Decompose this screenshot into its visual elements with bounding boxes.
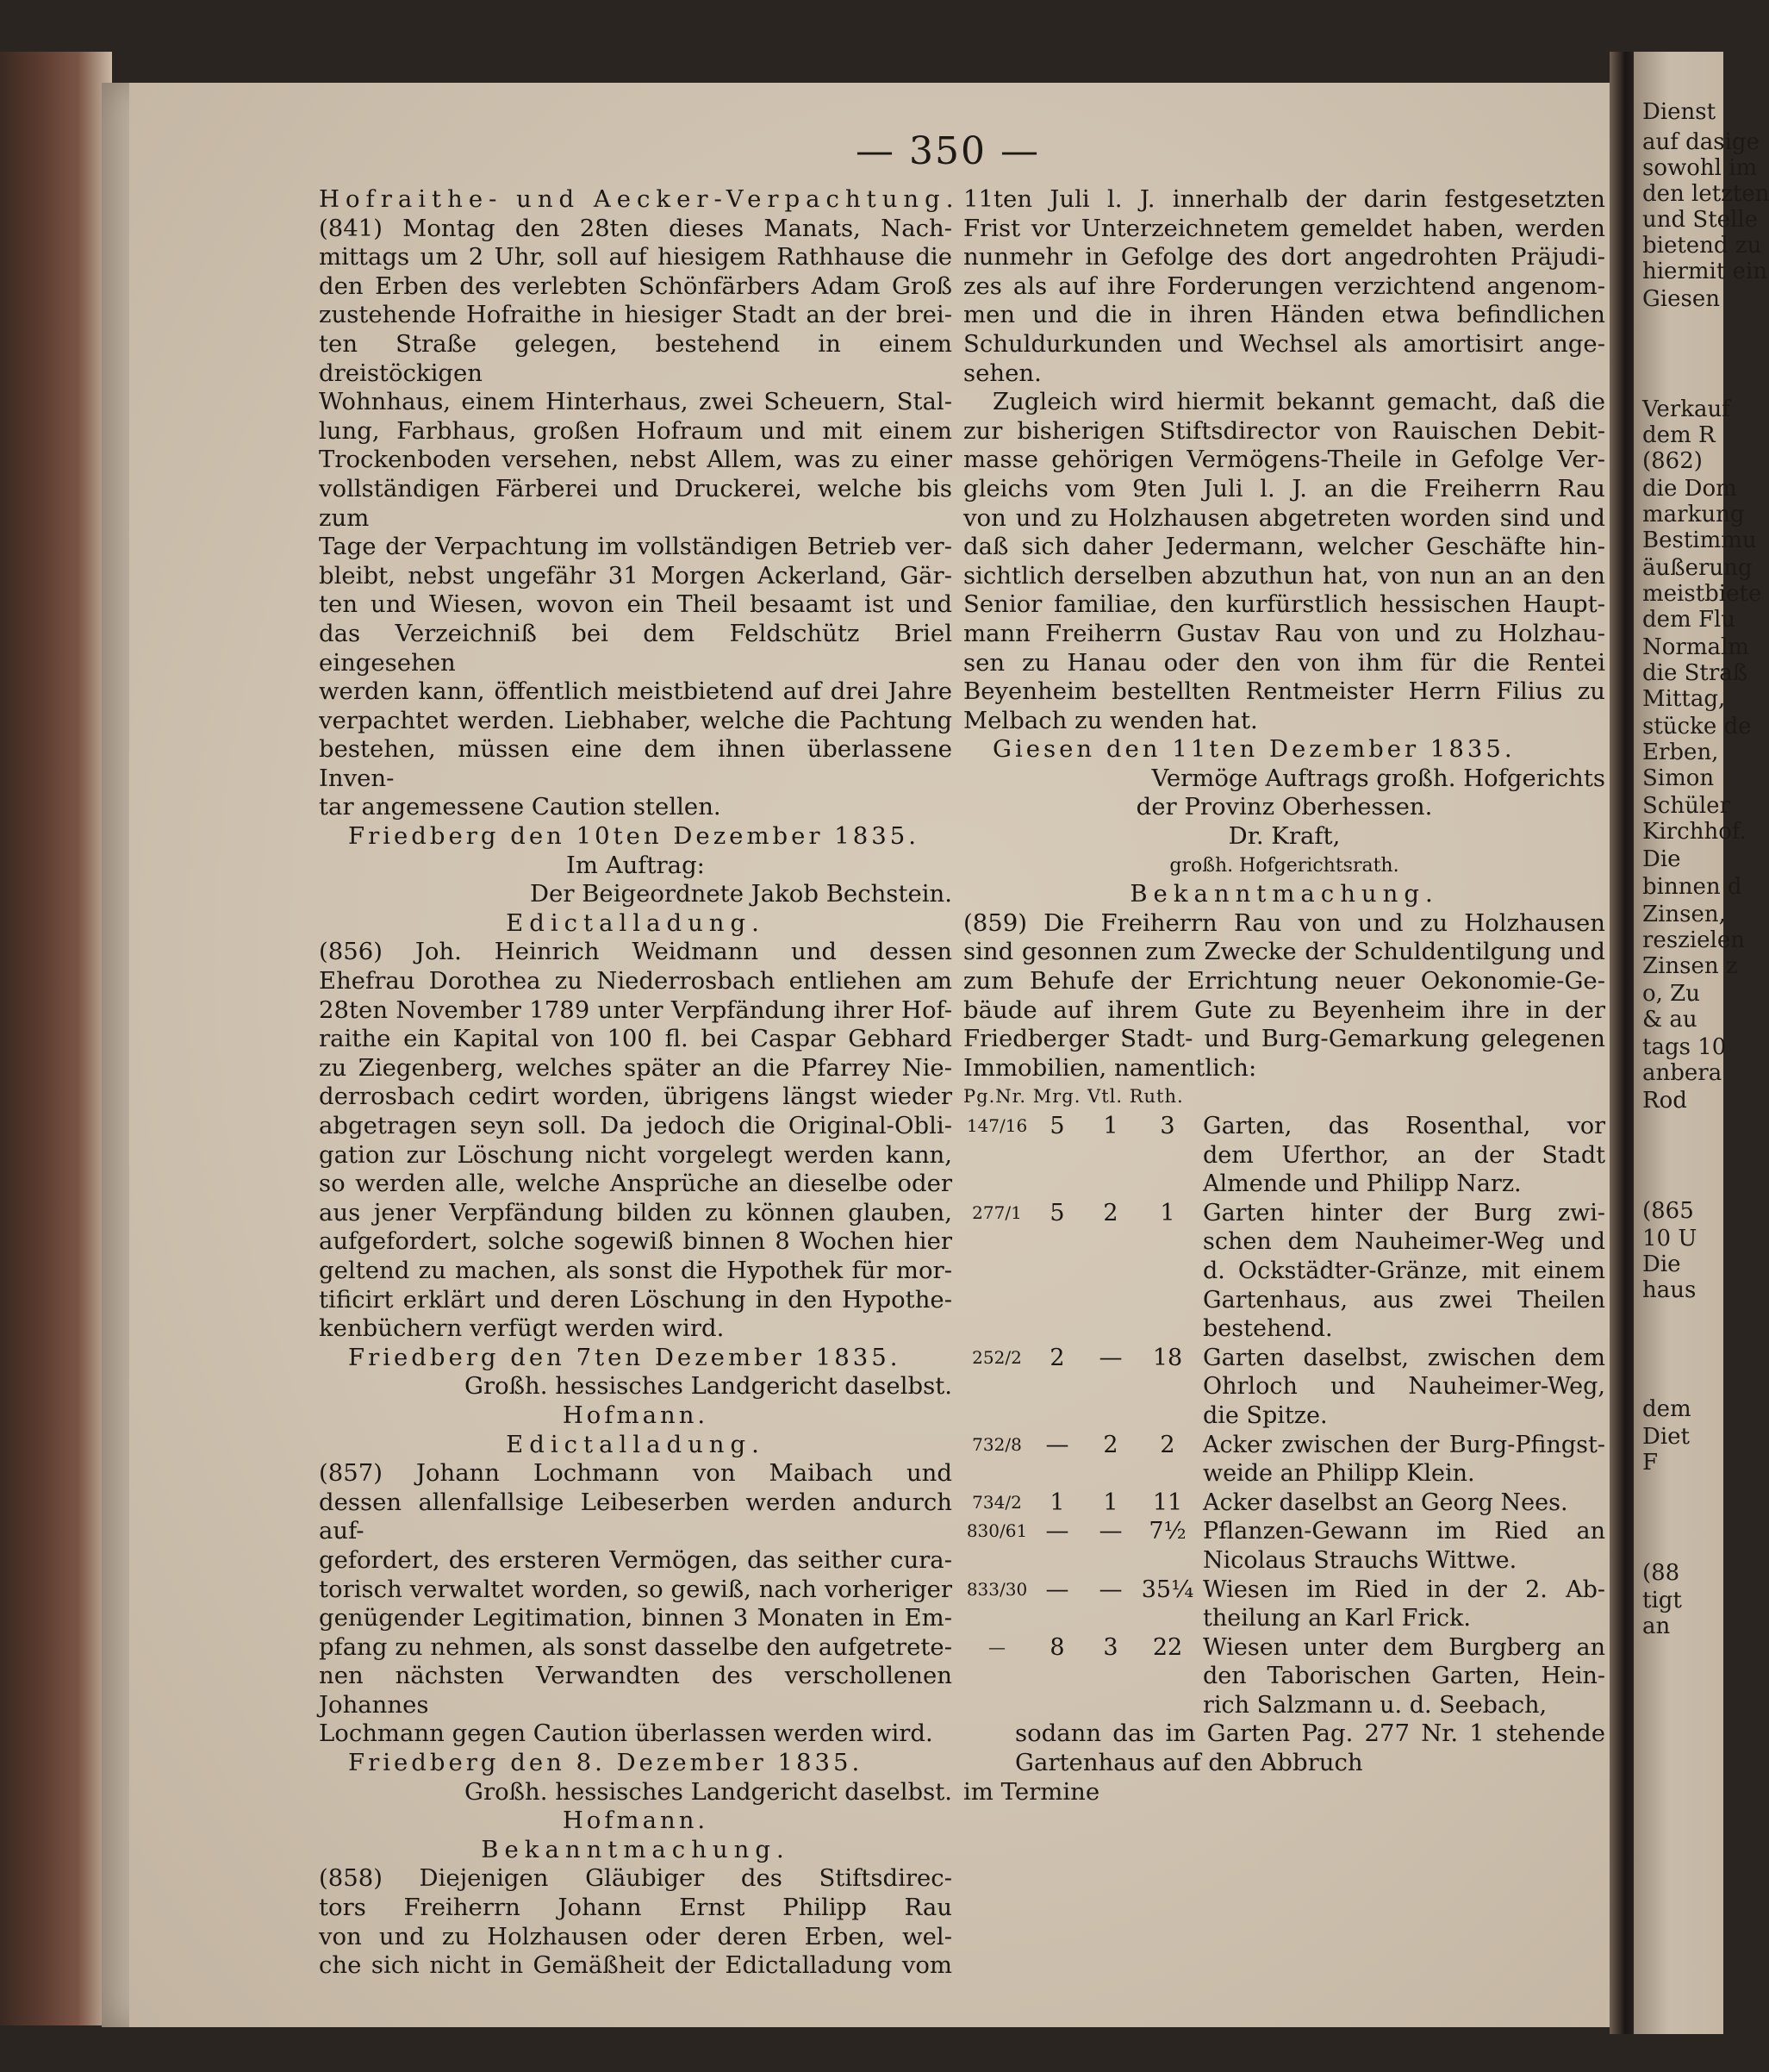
- text-line: geltend zu machen, als sonst die Hypothek für mor-: [319, 1256, 952, 1284]
- text-line: Edictalladung.: [506, 908, 765, 937]
- description-line: Ohrloch und Nauheimer-Weg,: [1203, 1373, 1605, 1401]
- right-column: [963, 185, 1605, 1807]
- text-line: ten und Wiesen, wovon ein Theil besaamt ist und: [319, 590, 952, 619]
- text-line: Friedberger Stadt- und Burg-Gemarkung gelegenen: [963, 1025, 1605, 1053]
- text-line: pfang zu nehmen, als sonst dasselbe den aufgetrete-: [319, 1632, 952, 1661]
- description-line: Garten, das Rosenthal, vor: [1203, 1113, 1605, 1139]
- text-line: Hofmann.: [562, 1807, 709, 1835]
- text-line: Beyenheim bestellten Rentmeister Herrn Filius zu: [963, 677, 1605, 706]
- text-line: von und zu Holzhausen abgetreten worden sind und: [963, 503, 1605, 532]
- text-line: vollständigen Färberei und Druckerei, welche bis zum: [319, 474, 952, 532]
- text-line: gefordert, des ersteren Vermögen, das seither cura-: [319, 1545, 952, 1574]
- facing-page-fragment: Kirchhof.: [1642, 819, 1747, 845]
- text-line: sehen.: [963, 359, 1042, 387]
- text-line: sodann das im Garten Pag. 277 Nr. 1 stehende: [1015, 1719, 1605, 1748]
- text-line: Edictalladung.: [506, 1430, 765, 1458]
- table-cell-vtl: 3: [1103, 1633, 1118, 1661]
- facing-page-fragment: Mittag,: [1642, 686, 1726, 712]
- table-cell-ruth: 7½: [1149, 1518, 1187, 1545]
- table-cell-pg: 147/16: [966, 1115, 1028, 1136]
- facing-page-fragment: Simon: [1642, 765, 1715, 791]
- table-cell-pg: 252/2: [972, 1346, 1022, 1368]
- table-row: [963, 1633, 1605, 1720]
- text-line: Bekanntmachung.: [1130, 880, 1439, 908]
- facing-page-fragment: an: [1642, 1613, 1671, 1639]
- text-line: genügender Legitimation, binnen 3 Monaten in Em-: [319, 1604, 952, 1632]
- text-line: tors Freiherrn Johann Ernst Philipp Rau: [319, 1894, 952, 1922]
- table-cell-ruth: 22: [1152, 1633, 1183, 1661]
- facing-page-fragment: (862): [1642, 448, 1703, 474]
- text-line: den Erben des verlebten Schönfärbers Adam Groß: [319, 271, 952, 300]
- text-line: 11ten Juli l. J. innerhalb der darin festgesetzten: [963, 185, 1605, 213]
- text-line: zes als auf ihre Forderungen verzichtend angenom-: [963, 271, 1605, 300]
- table-cell-ruth: 18: [1152, 1344, 1183, 1371]
- text-line: Großh. hessisches Landgericht daselbst.: [464, 1372, 952, 1401]
- text-line: tar angemessene Caution stellen.: [319, 793, 721, 821]
- description-line: dem Uferthor, an der Stadt: [1203, 1141, 1605, 1169]
- facing-page-fragment: Giesen: [1642, 286, 1720, 312]
- facing-page-fragment: 10 U: [1642, 1226, 1697, 1251]
- facing-page-fragment: meistbiete: [1642, 581, 1762, 607]
- description-line: Acker zwischen der Burg-Pfingst-: [1203, 1431, 1605, 1458]
- text-line: Immobilien, namentlich:: [963, 1053, 1257, 1082]
- text-line: werden kann, öffentlich meistbietend auf drei Jahre: [319, 677, 952, 706]
- text-line: Schuldurkunden und Wechsel als amortisirt ange-: [963, 329, 1605, 358]
- text-line: torisch verwaltet worden, so gewiß, nach vorheriger: [319, 1575, 952, 1603]
- text-line: mittags um 2 Uhr, soll auf hiesigem Rathhause die: [319, 243, 952, 271]
- facing-page-fragment: (88: [1642, 1560, 1680, 1586]
- table-cell-description: [1198, 1517, 1605, 1575]
- text-line: zum Behufe der Errichtung neuer Oekonomie-Ge-: [963, 967, 1605, 995]
- text-line: Senior familiae, den kurfürstlich hessischen Haupt-: [963, 590, 1605, 619]
- table-row: [963, 1199, 1605, 1344]
- table-cell-mrg: —: [1045, 1518, 1069, 1545]
- text-line: derrosbach cedirt worden, übrigens längst wieder: [319, 1083, 952, 1111]
- text-line: großh. Hofgerichtsrath.: [1169, 854, 1399, 877]
- facing-page-fragment: die Straß: [1642, 660, 1748, 686]
- facing-page-fragment: F: [1642, 1450, 1659, 1476]
- text-line: zur bisherigen Stiftsdirector von Rauischen Debit-: [963, 416, 1605, 445]
- table-cell-description: [1198, 1576, 1605, 1633]
- text-line: mann Freiherrn Gustav Rau von und zu Holzhau-: [963, 619, 1605, 647]
- table-cell-vtl: 1: [1103, 1113, 1118, 1139]
- table-cell-description: [1198, 1633, 1605, 1720]
- text-line: Wohnhaus, einem Hinterhaus, zwei Scheuern, Stal-: [319, 388, 952, 416]
- facing-page-fragment: hiermit ein: [1642, 259, 1768, 284]
- table-row: [963, 1517, 1605, 1575]
- description-line: bestehend.: [1203, 1315, 1333, 1343]
- text-line: (856) Joh. Heinrich Weidmann und dessen: [319, 938, 952, 966]
- table-cell-ruth: 3: [1160, 1113, 1175, 1139]
- table-row: [963, 1431, 1605, 1488]
- facing-page-fragment: den letzten: [1642, 181, 1769, 207]
- table-cell-ruth: 35¼: [1141, 1576, 1194, 1603]
- text-line: sen zu Hanau oder den von ihm für die Rentei: [963, 648, 1605, 677]
- text-line: Friedberg den 7ten Dezember 1835.: [348, 1343, 901, 1371]
- text-line: 28ten November 1789 unter Verpfändung ihrer Hof-: [319, 995, 952, 1024]
- facing-page-fragment: Diet: [1642, 1424, 1690, 1450]
- table-cell-mrg: —: [1045, 1576, 1069, 1603]
- facing-page-fragment: die Dom: [1642, 476, 1737, 502]
- text-line: Tage der Verpachtung im vollständigen Betrieb ver-: [319, 533, 952, 561]
- facing-page-fragment: Die: [1642, 846, 1681, 872]
- table-cell-description: [1198, 1344, 1605, 1431]
- text-line: zustehende Hofraithe in hiesiger Stadt an der brei-: [319, 301, 952, 329]
- table-cell-pg: 277/1: [972, 1201, 1022, 1223]
- text-line: Gartenhaus auf den Abbruch: [1015, 1749, 1363, 1777]
- table-cell-vtl: —: [1099, 1518, 1123, 1545]
- text-line: Friedberg den 8. Dezember 1835.: [348, 1749, 863, 1777]
- description-line: theilung an Karl Frick.: [1203, 1605, 1471, 1632]
- table-cell-description: [1198, 1199, 1605, 1344]
- table-cell-vtl: —: [1099, 1344, 1123, 1371]
- facing-page-fragment: stücke de: [1642, 714, 1752, 740]
- text-line: (859) Die Freiherrn Rau von und zu Holzhausen: [963, 908, 1605, 937]
- description-line: Nicolaus Strauchs Wittwe.: [1203, 1546, 1517, 1574]
- description-line: Gartenhaus, aus zwei Theilen: [1203, 1286, 1605, 1314]
- table-cell-mrg: 5: [1050, 1113, 1065, 1139]
- facing-page-fragment: binnen d: [1642, 874, 1742, 900]
- description-line: d. Ockstädter-Gränze, mit einem: [1203, 1257, 1605, 1284]
- table-cell-vtl: —: [1099, 1576, 1123, 1603]
- text-line: (857) Johann Lochmann von Maibach und: [319, 1459, 952, 1488]
- table-cell-description: [1198, 1431, 1605, 1488]
- facing-page-fragment: Dienst: [1642, 99, 1716, 125]
- right-column-closing: [963, 1719, 1605, 1807]
- property-table: [963, 1112, 1605, 1719]
- facing-page-fragment: bietend zu: [1642, 233, 1762, 259]
- table-cell-mrg: 1: [1050, 1488, 1065, 1516]
- text-line: das Verzeichniß bei dem Feldschütz Briel eingesehen: [319, 619, 952, 677]
- facing-page-fragment: und Stelle: [1642, 207, 1759, 233]
- facing-page-fragment: reszielen: [1642, 927, 1746, 953]
- left-column: [319, 185, 960, 1981]
- text-line: verpachtet werden. Liebhaber, welche die Pachtung: [319, 706, 952, 734]
- text-line: Vermöge Auftrags großh. Hofgerichts: [1151, 764, 1605, 792]
- facing-page-fragment: auf dasige: [1642, 129, 1760, 155]
- text-line: Hofmann.: [562, 1401, 709, 1429]
- facing-page-fragment: o, Zu: [1642, 981, 1700, 1007]
- description-line: Garten daselbst, zwischen dem: [1203, 1344, 1605, 1371]
- facing-page-fragment: dem Flu: [1642, 607, 1736, 633]
- description-line: Acker daselbst an Georg Nees.: [1203, 1488, 1568, 1516]
- facing-page-fragment: Normalm: [1642, 634, 1749, 660]
- table-cell-vtl: 2: [1103, 1431, 1118, 1458]
- facing-page-fragment: äußerung: [1642, 555, 1753, 581]
- description-line: Pflanzen-Gewann im Ried an: [1203, 1518, 1605, 1545]
- facing-page-fragment: Erben,: [1642, 740, 1719, 765]
- text-line: Hofraithe- und Aecker-Verpachtung.: [319, 185, 960, 213]
- table-cell-pg: 833/30: [966, 1578, 1028, 1600]
- description-line: Garten hinter der Burg zwi-: [1203, 1199, 1605, 1226]
- table-row: [963, 1112, 1605, 1199]
- right-column-text: [963, 185, 1605, 1083]
- text-line: Giesen den 11ten Dezember 1835.: [993, 735, 1516, 764]
- table-cell-vtl: 2: [1103, 1199, 1118, 1226]
- text-line: Großh. hessisches Landgericht daselbst.: [464, 1777, 952, 1806]
- description-line: die Spitze.: [1203, 1401, 1328, 1429]
- table-row: [963, 1488, 1605, 1518]
- description-line: Wiesen unter dem Burgberg an: [1203, 1633, 1605, 1661]
- facing-page-fragment: Bestimmu: [1642, 527, 1757, 553]
- text-line: von und zu Holzhausen oder deren Erben, wel-: [319, 1922, 952, 1950]
- table-header: Pg.Nr. Mrg. Vtl. Ruth.: [963, 1086, 1184, 1108]
- facing-page-fragment: dem R: [1642, 422, 1716, 448]
- page-number: — 350 —: [856, 129, 1040, 173]
- facing-page-fragment: Zinsen,: [1642, 902, 1726, 927]
- text-line: che sich nicht in Gemäßheit der Edictalladung vom: [319, 1951, 952, 1980]
- table-cell-description: [1198, 1112, 1605, 1199]
- text-line: daß sich daher Jedermann, welcher Geschäfte hin-: [963, 533, 1605, 561]
- facing-page-fragment: Zinsen z: [1642, 953, 1738, 979]
- text-line: bäude auf ihrem Gute zu Beyenheim ihre in der: [963, 995, 1605, 1024]
- text-line: Frist vor Unterzeichnetem gemeldet haben, werden: [963, 214, 1605, 242]
- facing-page-fragment: Schüler: [1642, 793, 1730, 819]
- text-line: aus jener Verpfändung bilden zu können glauben,: [319, 1198, 952, 1226]
- description-line: Wiesen im Ried in der 2. Ab-: [1203, 1576, 1605, 1603]
- text-line: sichtlich derselben abzuthun hat, von nun an an den: [963, 561, 1605, 590]
- facing-page-fragment: Verkauf: [1642, 396, 1730, 422]
- table-cell-pg: 830/61: [966, 1520, 1028, 1542]
- text-line: zu Ziegenberg, welches später an die Pfarrey Nie-: [319, 1053, 952, 1082]
- text-line: so werden alle, welche Ansprüche an dieselbe oder: [319, 1170, 952, 1198]
- text-line: masse gehörigen Vermögens-Theile in Gefolge Ver-: [963, 446, 1605, 474]
- book-edge: [0, 52, 112, 2025]
- text-line: Lochmann gegen Caution überlassen werden wird.: [319, 1719, 933, 1748]
- text-line: Der Beigeordnete Jakob Bechstein.: [530, 880, 952, 908]
- text-line: gation zur Löschung nicht vorgelegt werden kann,: [319, 1140, 952, 1169]
- text-line: der Provinz Oberhessen.: [1136, 793, 1433, 821]
- facing-page-fragment: dem: [1642, 1396, 1691, 1422]
- text-line: men und die in ihren Händen etwa befindlichen: [963, 301, 1605, 329]
- text-line: Friedberg den 10ten Dezember 1835.: [348, 822, 920, 851]
- text-line: (858) Diejenigen Gläubiger des Stiftsdirec-: [319, 1864, 952, 1893]
- facing-page-fragment: Die: [1642, 1251, 1681, 1277]
- text-line: raithe ein Kapital von 100 fl. bei Caspar Gebhard: [319, 1025, 952, 1053]
- text-line: tificirt erklärt und deren Löschung in den Hypothe-: [319, 1285, 952, 1314]
- text-line: (841) Montag den 28ten dieses Manats, Nach-: [319, 214, 952, 242]
- facing-page-fragment: tags 10: [1642, 1034, 1727, 1060]
- text-line: abgetragen seyn soll. Da jedoch die Original-Obli-: [319, 1112, 952, 1139]
- text-line: Melbach zu wenden hat.: [963, 706, 1258, 734]
- facing-page-fragment: Rod: [1642, 1088, 1687, 1114]
- facing-page-fragment: haus: [1642, 1277, 1697, 1303]
- table-cell-pg: —: [988, 1636, 1006, 1657]
- text-line: Ehefrau Dorothea zu Niederrosbach entliehen am: [319, 967, 952, 995]
- table-cell-ruth: 11: [1152, 1488, 1183, 1516]
- facing-page-fragment: sowohl im: [1642, 155, 1758, 181]
- text-line: aufgefordert, solche sogewiß binnen 8 Wochen hier: [319, 1227, 952, 1256]
- text-line: Bekanntmachung.: [481, 1835, 790, 1863]
- facing-page-fragment: (865: [1642, 1198, 1694, 1224]
- text-line: ten Straße gelegen, bestehend in einem dreistöckigen: [319, 329, 952, 387]
- table-cell-mrg: 5: [1050, 1199, 1065, 1226]
- facing-page-fragment: & au: [1642, 1007, 1697, 1033]
- text-line: bestehen, müssen eine dem ihnen überlassene Inven-: [319, 735, 952, 792]
- table-cell-pg: 732/8: [972, 1433, 1022, 1455]
- text-line: dessen allenfallsige Leibeserben werden andurch auf-: [319, 1488, 952, 1545]
- text-line: Im Auftrag:: [566, 851, 705, 879]
- facing-page-fragment: markung: [1642, 502, 1745, 527]
- table-cell-mrg: 8: [1050, 1633, 1065, 1661]
- table-cell-mrg: —: [1045, 1431, 1069, 1458]
- text-line: Dr. Kraft,: [1228, 822, 1341, 851]
- text-line: Zugleich wird hiermit bekannt gemacht, daß die: [993, 388, 1605, 416]
- table-row: [963, 1576, 1605, 1633]
- text-line: gleichs vom 9ten Juli l. J. an die Freiherrn Rau: [963, 474, 1605, 502]
- facing-page-fragment: anbera: [1642, 1060, 1722, 1086]
- text-line: bleibt, nebst ungefähr 31 Morgen Ackerland, Gär-: [319, 561, 952, 590]
- description-line: Almende und Philipp Narz.: [1203, 1170, 1522, 1198]
- text-line: nunmehr in Gefolge des dort angedrohten Präjudi-: [963, 243, 1605, 271]
- text-line: nen nächsten Verwandten des verschollenen Johannes: [319, 1662, 952, 1719]
- table-cell-ruth: 2: [1160, 1431, 1175, 1458]
- book-gutter: [1610, 52, 1635, 2034]
- text-line: im Termine: [963, 1777, 1100, 1806]
- text-line: Trockenboden versehen, nebst Allem, was zu einer: [319, 446, 952, 474]
- table-cell-pg: 734/2: [972, 1491, 1022, 1513]
- table-cell-ruth: 1: [1160, 1199, 1175, 1226]
- facing-page: [1634, 52, 1769, 2034]
- description-line: weide an Philipp Klein.: [1203, 1460, 1475, 1488]
- table-cell-mrg: 2: [1050, 1344, 1065, 1371]
- description-line: den Taborischen Garten, Hein-: [1203, 1663, 1605, 1690]
- table-row: [963, 1344, 1605, 1431]
- text-line: lung, Farbhaus, großen Hofraum und mit einem: [319, 416, 952, 445]
- facing-page-fragment: tigt: [1642, 1588, 1682, 1613]
- description-line: schen dem Nauheimer-Weg und: [1203, 1228, 1605, 1256]
- text-line: sind gesonnen zum Zwecke der Schuldentilgung und: [963, 938, 1605, 966]
- table-cell-vtl: 1: [1103, 1488, 1118, 1516]
- table-cell-description: [1198, 1488, 1605, 1518]
- description-line: rich Salzmann u. d. Seebach,: [1203, 1691, 1548, 1719]
- text-line: kenbüchern verfügt werden wird.: [319, 1314, 725, 1343]
